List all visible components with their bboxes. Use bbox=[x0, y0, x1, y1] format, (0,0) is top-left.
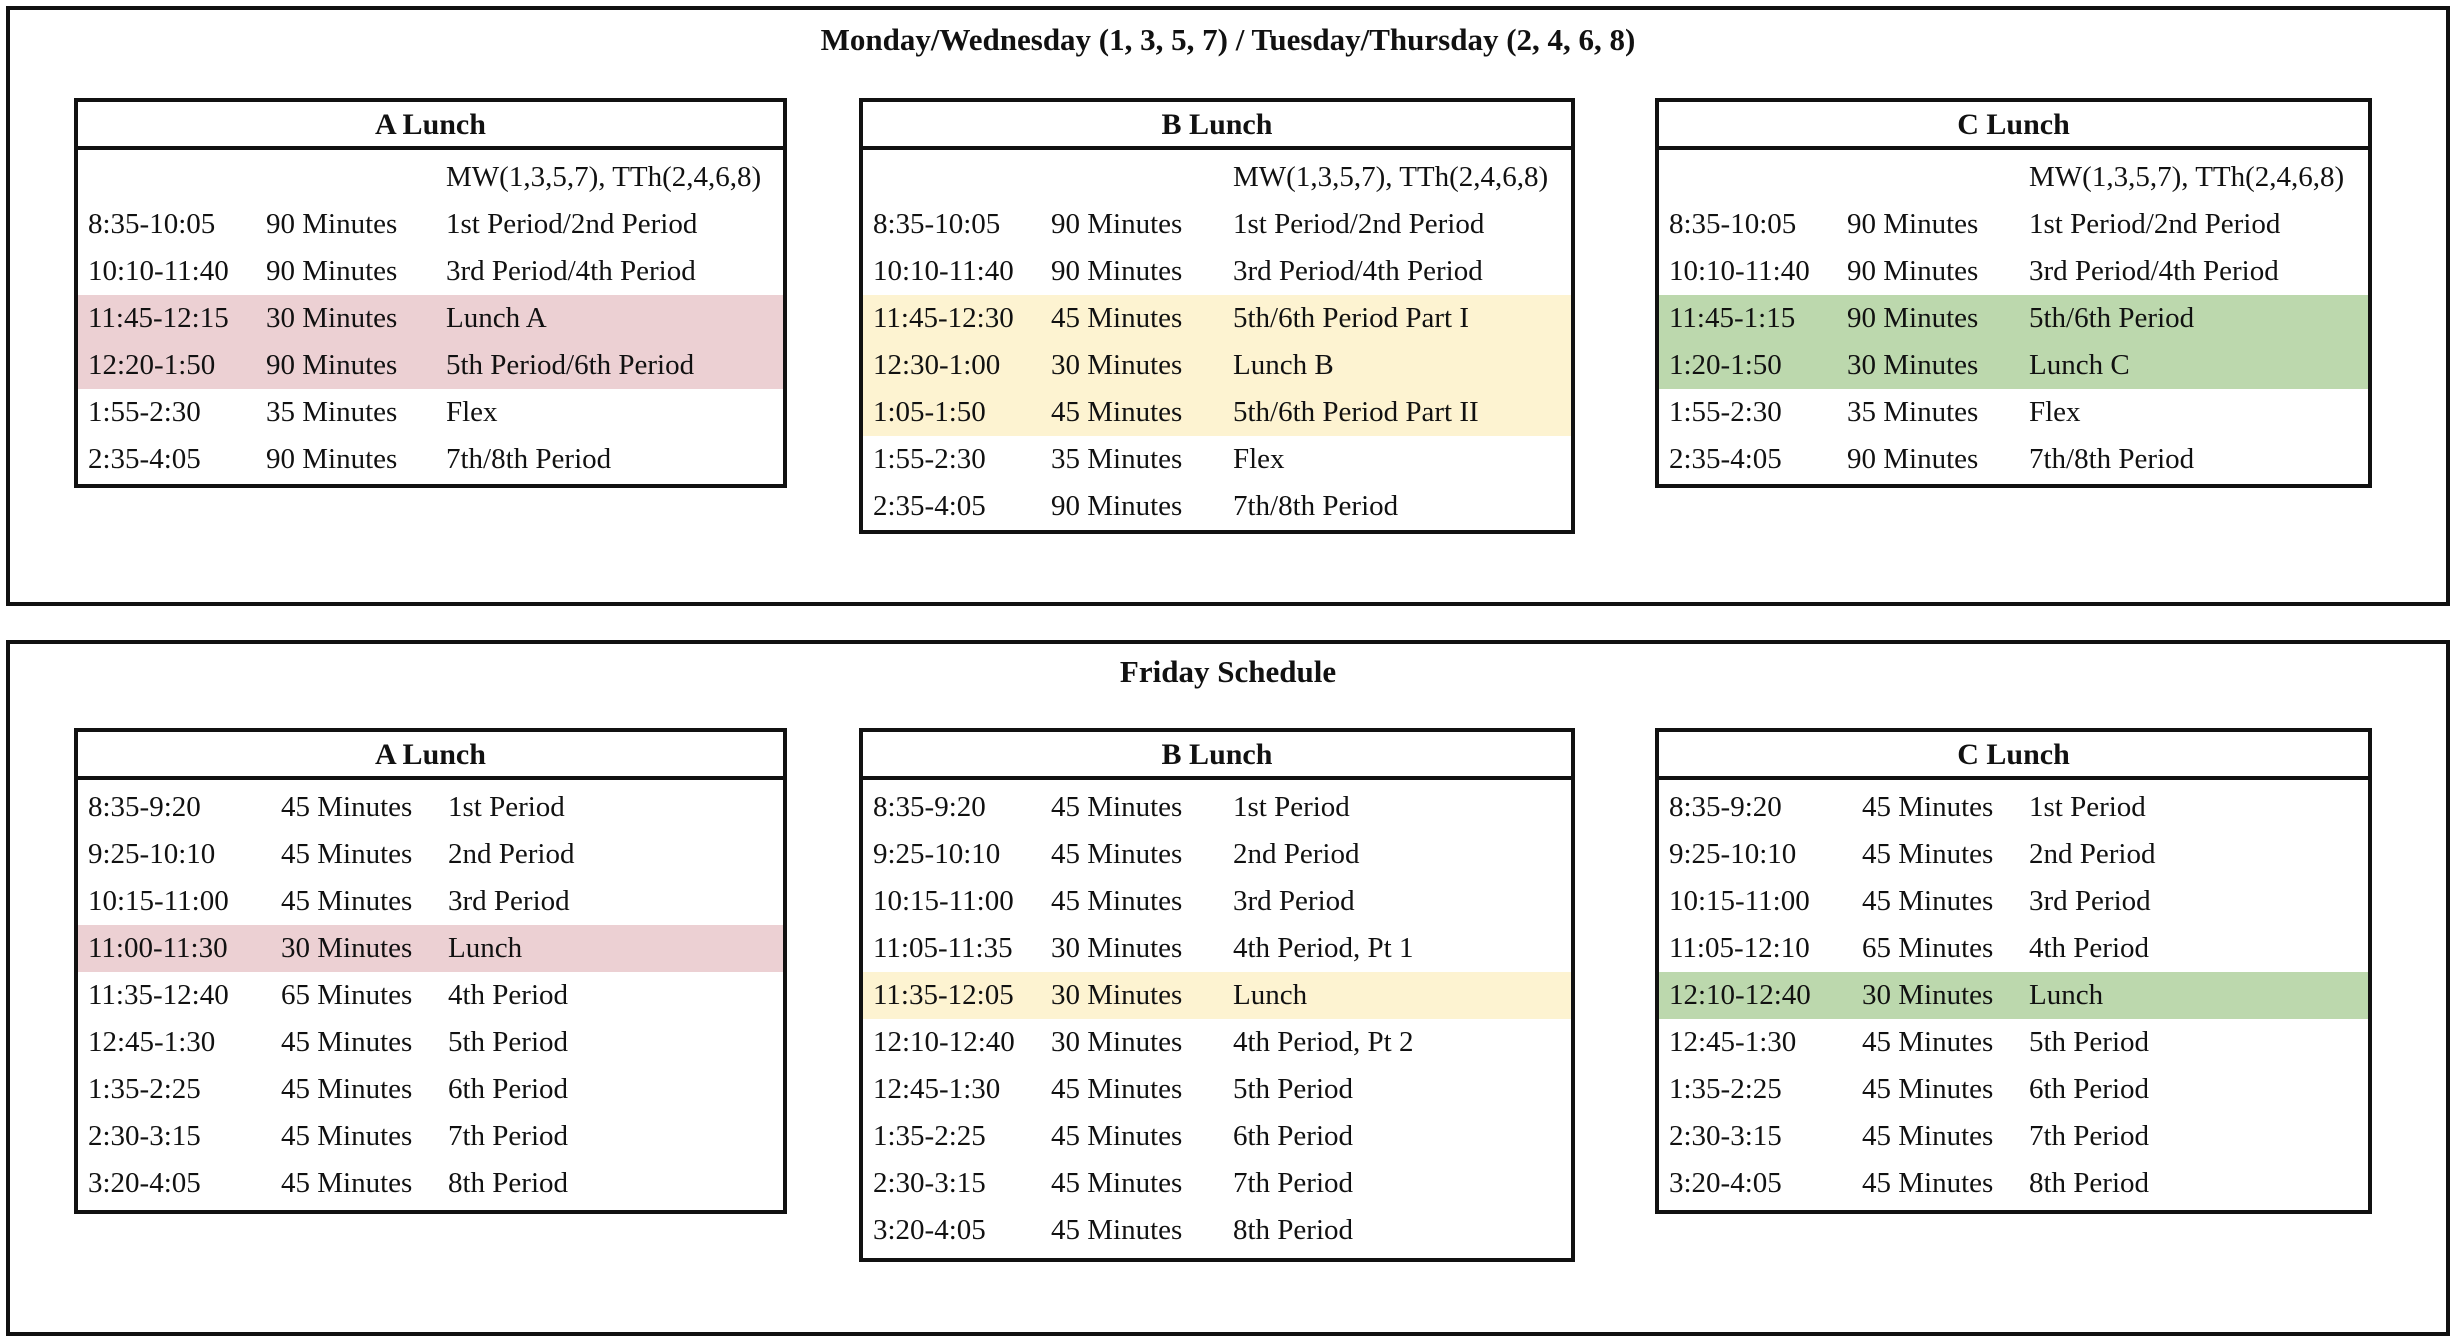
period-cell: 2nd Period bbox=[1233, 838, 1360, 870]
duration-cell: 90 Minutes bbox=[1847, 302, 1979, 334]
table-row bbox=[1659, 925, 2368, 972]
period-cell: 8th Period bbox=[1233, 1214, 1354, 1246]
period-cell: 5th Period bbox=[2029, 1026, 2150, 1058]
period-cell: 1st Period/2nd Period bbox=[2029, 208, 2281, 240]
time-cell: 11:00-11:30 bbox=[88, 932, 228, 964]
lunch-table-title: A Lunch bbox=[78, 102, 783, 150]
duration-cell: 90 Minutes bbox=[1847, 208, 1979, 240]
period-cell: 6th Period bbox=[448, 1073, 569, 1105]
table-row bbox=[78, 154, 783, 201]
table-row bbox=[78, 436, 783, 483]
time-cell: 11:05-11:35 bbox=[873, 932, 1013, 964]
mw-tth-schedule-section bbox=[6, 6, 2450, 606]
period-cell: Flex bbox=[446, 396, 498, 428]
period-cell: 4th Period, Pt 2 bbox=[1233, 1026, 1414, 1058]
table-row bbox=[78, 1066, 783, 1113]
table-row bbox=[863, 784, 1571, 831]
time-cell: 12:30-1:00 bbox=[873, 349, 1001, 381]
table-row bbox=[78, 878, 783, 925]
time-cell: 11:45-12:30 bbox=[873, 302, 1014, 334]
duration-cell: 45 Minutes bbox=[281, 791, 413, 823]
duration-cell: 45 Minutes bbox=[281, 1026, 413, 1058]
duration-cell: 45 Minutes bbox=[1862, 1120, 1994, 1152]
duration-cell: 45 Minutes bbox=[281, 838, 413, 870]
friday-schedule-section bbox=[6, 640, 2450, 1336]
a-lunch-table bbox=[74, 728, 787, 1214]
duration-cell: 45 Minutes bbox=[1862, 885, 1994, 917]
period-cell: Lunch B bbox=[1233, 349, 1334, 381]
duration-cell: 35 Minutes bbox=[1051, 443, 1183, 475]
lunch-table-title: C Lunch bbox=[1659, 102, 2368, 150]
c-lunch-table bbox=[1655, 728, 2372, 1214]
time-cell: 12:45-1:30 bbox=[88, 1026, 216, 1058]
time-cell: 10:15-11:00 bbox=[88, 885, 229, 917]
time-cell: 11:45-1:15 bbox=[1669, 302, 1796, 334]
time-cell: 12:45-1:30 bbox=[1669, 1026, 1797, 1058]
duration-cell: 30 Minutes bbox=[266, 302, 398, 334]
time-cell: 1:20-1:50 bbox=[1669, 349, 1782, 381]
lunch-highlight-row bbox=[78, 295, 783, 342]
period-cell: 6th Period bbox=[1233, 1120, 1354, 1152]
period-cell: Flex bbox=[1233, 443, 1285, 475]
table-row bbox=[863, 1113, 1571, 1160]
period-cell: 1st Period bbox=[2029, 791, 2146, 823]
lunch-table-title: B Lunch bbox=[863, 102, 1571, 150]
period-cell: 1st Period/2nd Period bbox=[1233, 208, 1485, 240]
time-cell: 9:25-10:10 bbox=[873, 838, 1001, 870]
duration-cell: 45 Minutes bbox=[1051, 838, 1183, 870]
duration-cell: 90 Minutes bbox=[266, 255, 398, 287]
period-cell: 3rd Period/4th Period bbox=[2029, 255, 2279, 287]
time-cell: 1:35-2:25 bbox=[88, 1073, 201, 1105]
table-row bbox=[1659, 878, 2368, 925]
lunch-table-title: A Lunch bbox=[78, 732, 783, 780]
period-cell: 1st Period bbox=[448, 791, 565, 823]
lunch-highlight-row bbox=[78, 925, 783, 972]
time-cell: 8:35-10:05 bbox=[873, 208, 1001, 240]
time-cell: 1:05-1:50 bbox=[873, 396, 986, 428]
time-cell: 11:35-12:05 bbox=[873, 979, 1014, 1011]
table-row bbox=[863, 831, 1571, 878]
time-cell: 1:35-2:25 bbox=[1669, 1073, 1782, 1105]
duration-cell: 30 Minutes bbox=[1051, 932, 1183, 964]
period-cell: 5th Period/6th Period bbox=[446, 349, 695, 381]
table-row bbox=[78, 784, 783, 831]
period-cell: 5th/6th Period bbox=[2029, 302, 2195, 334]
period-cell: 7th/8th Period bbox=[446, 443, 612, 475]
period-cell: 1st Period/2nd Period bbox=[446, 208, 698, 240]
period-cell: 3rd Period bbox=[2029, 885, 2151, 917]
period-cell: 4th Period bbox=[2029, 932, 2150, 964]
time-cell: 8:35-9:20 bbox=[873, 791, 986, 823]
time-cell: 2:35-4:05 bbox=[1669, 443, 1782, 475]
table-row bbox=[863, 1019, 1571, 1066]
period-cell: 5th/6th Period Part I bbox=[1233, 302, 1470, 334]
time-cell: 12:20-1:50 bbox=[88, 349, 216, 381]
time-cell: 2:30-3:15 bbox=[873, 1167, 986, 1199]
lunch-table-title: B Lunch bbox=[863, 732, 1571, 780]
time-cell: 8:35-10:05 bbox=[1669, 208, 1797, 240]
duration-cell: 35 Minutes bbox=[266, 396, 398, 428]
period-cell: 7th Period bbox=[1233, 1167, 1354, 1199]
table-row bbox=[863, 248, 1571, 295]
section-title: Monday/Wednesday (1, 3, 5, 7) / Tuesday/Thursday (2, 4, 6, 8) bbox=[820, 22, 1636, 57]
time-cell: 8:35-9:20 bbox=[88, 791, 201, 823]
time-cell: 1:35-2:25 bbox=[873, 1120, 986, 1152]
period-cell: MW(1,3,5,7), TTh(2,4,6,8) bbox=[2029, 161, 2345, 193]
table-row bbox=[78, 1113, 783, 1160]
lunch-highlight-row bbox=[1659, 342, 2368, 389]
duration-cell: 30 Minutes bbox=[281, 932, 413, 964]
time-cell: 1:55-2:30 bbox=[873, 443, 986, 475]
duration-cell: 45 Minutes bbox=[1862, 791, 1994, 823]
duration-cell: 45 Minutes bbox=[1051, 396, 1183, 428]
period-cell: 4th Period, Pt 1 bbox=[1233, 932, 1414, 964]
period-cell: MW(1,3,5,7), TTh(2,4,6,8) bbox=[446, 161, 762, 193]
duration-cell: 45 Minutes bbox=[1862, 1026, 1994, 1058]
time-cell: 12:10-12:40 bbox=[873, 1026, 1015, 1058]
time-cell: 1:55-2:30 bbox=[88, 396, 201, 428]
duration-cell: 90 Minutes bbox=[266, 208, 398, 240]
c-lunch-table bbox=[1655, 98, 2372, 488]
duration-cell: 45 Minutes bbox=[281, 1073, 413, 1105]
lunch-highlight-row bbox=[1659, 972, 2368, 1019]
time-cell: 3:20-4:05 bbox=[873, 1214, 986, 1246]
time-cell: 12:45-1:30 bbox=[873, 1073, 1001, 1105]
duration-cell: 45 Minutes bbox=[1862, 1167, 1994, 1199]
lunch-highlight-row bbox=[78, 342, 783, 389]
time-cell: 3:20-4:05 bbox=[88, 1167, 201, 1199]
table-row bbox=[78, 248, 783, 295]
lunch-highlight-row bbox=[863, 295, 1571, 342]
table-row bbox=[863, 154, 1571, 201]
period-cell: Lunch A bbox=[446, 302, 547, 334]
period-cell: 5th/6th Period Part II bbox=[1233, 396, 1479, 428]
a-lunch-table bbox=[74, 98, 787, 488]
time-cell: 12:10-12:40 bbox=[1669, 979, 1811, 1011]
period-cell: 4th Period bbox=[448, 979, 569, 1011]
duration-cell: 45 Minutes bbox=[1051, 791, 1183, 823]
lunch-highlight-row bbox=[1659, 295, 2368, 342]
table-row bbox=[1659, 154, 2368, 201]
time-cell: 2:35-4:05 bbox=[88, 443, 201, 475]
period-cell: 3rd Period/4th Period bbox=[446, 255, 696, 287]
table-row bbox=[863, 483, 1571, 530]
time-cell: 2:30-3:15 bbox=[1669, 1120, 1782, 1152]
period-cell: 2nd Period bbox=[448, 838, 575, 870]
period-cell: Lunch bbox=[448, 932, 523, 964]
time-cell: 9:25-10:10 bbox=[88, 838, 216, 870]
time-cell: 10:15-11:00 bbox=[1669, 885, 1810, 917]
period-cell: Lunch C bbox=[2029, 349, 2130, 381]
duration-cell: 45 Minutes bbox=[1051, 1120, 1183, 1152]
time-cell: 11:35-12:40 bbox=[88, 979, 229, 1011]
lunch-highlight-row bbox=[863, 972, 1571, 1019]
period-cell: 3rd Period/4th Period bbox=[1233, 255, 1483, 287]
table-row bbox=[78, 1019, 783, 1066]
table-row bbox=[1659, 1113, 2368, 1160]
table-row bbox=[863, 201, 1571, 248]
period-cell: 2nd Period bbox=[2029, 838, 2156, 870]
b-lunch-table bbox=[859, 98, 1575, 534]
lunch-table-title: C Lunch bbox=[1659, 732, 2368, 780]
table-row bbox=[863, 1066, 1571, 1113]
duration-cell: 45 Minutes bbox=[1051, 1214, 1183, 1246]
period-cell: 6th Period bbox=[2029, 1073, 2150, 1105]
table-row bbox=[1659, 1066, 2368, 1113]
duration-cell: 45 Minutes bbox=[281, 1120, 413, 1152]
period-cell: MW(1,3,5,7), TTh(2,4,6,8) bbox=[1233, 161, 1549, 193]
table-row bbox=[863, 436, 1571, 483]
table-row bbox=[863, 878, 1571, 925]
period-cell: 3rd Period bbox=[1233, 885, 1355, 917]
duration-cell: 90 Minutes bbox=[1847, 443, 1979, 475]
period-cell: 7th/8th Period bbox=[1233, 490, 1399, 522]
table-row bbox=[1659, 389, 2368, 436]
period-cell: 5th Period bbox=[1233, 1073, 1354, 1105]
duration-cell: 30 Minutes bbox=[1051, 349, 1183, 381]
table-row bbox=[1659, 784, 2368, 831]
time-cell: 10:10-11:40 bbox=[873, 255, 1014, 287]
duration-cell: 30 Minutes bbox=[1862, 979, 1994, 1011]
duration-cell: 45 Minutes bbox=[1051, 302, 1183, 334]
period-cell: Lunch bbox=[1233, 979, 1308, 1011]
b-lunch-table bbox=[859, 728, 1575, 1262]
time-cell: 10:15-11:00 bbox=[873, 885, 1014, 917]
duration-cell: 90 Minutes bbox=[266, 349, 398, 381]
time-cell: 11:05-12:10 bbox=[1669, 932, 1810, 964]
period-cell: 8th Period bbox=[2029, 1167, 2150, 1199]
time-cell: 8:35-9:20 bbox=[1669, 791, 1782, 823]
table-row bbox=[78, 972, 783, 1019]
time-cell: 8:35-10:05 bbox=[88, 208, 216, 240]
table-row bbox=[78, 201, 783, 248]
period-cell: 8th Period bbox=[448, 1167, 569, 1199]
table-row bbox=[1659, 1160, 2368, 1207]
period-cell: 7th Period bbox=[2029, 1120, 2150, 1152]
period-cell: Lunch bbox=[2029, 979, 2104, 1011]
duration-cell: 65 Minutes bbox=[1862, 932, 1994, 964]
table-row bbox=[1659, 248, 2368, 295]
duration-cell: 30 Minutes bbox=[1847, 349, 1979, 381]
table-row bbox=[1659, 436, 2368, 483]
duration-cell: 90 Minutes bbox=[266, 443, 398, 475]
duration-cell: 45 Minutes bbox=[1862, 1073, 1994, 1105]
time-cell: 2:30-3:15 bbox=[88, 1120, 201, 1152]
duration-cell: 45 Minutes bbox=[1862, 838, 1994, 870]
table-row bbox=[863, 925, 1571, 972]
table-row bbox=[1659, 831, 2368, 878]
duration-cell: 65 Minutes bbox=[281, 979, 413, 1011]
duration-cell: 45 Minutes bbox=[281, 1167, 413, 1199]
section-title: Friday Schedule bbox=[1119, 654, 1337, 689]
table-row bbox=[1659, 1019, 2368, 1066]
duration-cell: 45 Minutes bbox=[1051, 1167, 1183, 1199]
time-cell: 10:10-11:40 bbox=[88, 255, 229, 287]
period-cell: 1st Period bbox=[1233, 791, 1350, 823]
period-cell: 7th Period bbox=[448, 1120, 569, 1152]
table-row bbox=[78, 831, 783, 878]
duration-cell: 90 Minutes bbox=[1051, 255, 1183, 287]
duration-cell: 90 Minutes bbox=[1051, 490, 1183, 522]
duration-cell: 45 Minutes bbox=[1051, 1073, 1183, 1105]
table-row bbox=[863, 1207, 1571, 1254]
duration-cell: 45 Minutes bbox=[1051, 885, 1183, 917]
period-cell: Flex bbox=[2029, 396, 2081, 428]
duration-cell: 30 Minutes bbox=[1051, 979, 1183, 1011]
duration-cell: 35 Minutes bbox=[1847, 396, 1979, 428]
table-row bbox=[78, 389, 783, 436]
period-cell: 7th/8th Period bbox=[2029, 443, 2195, 475]
table-row bbox=[78, 1160, 783, 1207]
time-cell: 2:35-4:05 bbox=[873, 490, 986, 522]
time-cell: 9:25-10:10 bbox=[1669, 838, 1797, 870]
table-row bbox=[863, 1160, 1571, 1207]
lunch-highlight-row bbox=[863, 389, 1571, 436]
duration-cell: 90 Minutes bbox=[1847, 255, 1979, 287]
period-cell: 3rd Period bbox=[448, 885, 570, 917]
time-cell: 10:10-11:40 bbox=[1669, 255, 1810, 287]
time-cell: 3:20-4:05 bbox=[1669, 1167, 1782, 1199]
duration-cell: 30 Minutes bbox=[1051, 1026, 1183, 1058]
lunch-highlight-row bbox=[863, 342, 1571, 389]
table-row bbox=[1659, 201, 2368, 248]
duration-cell: 90 Minutes bbox=[1051, 208, 1183, 240]
period-cell: 5th Period bbox=[448, 1026, 569, 1058]
time-cell: 1:55-2:30 bbox=[1669, 396, 1782, 428]
time-cell: 11:45-12:15 bbox=[88, 302, 229, 334]
duration-cell: 45 Minutes bbox=[281, 885, 413, 917]
